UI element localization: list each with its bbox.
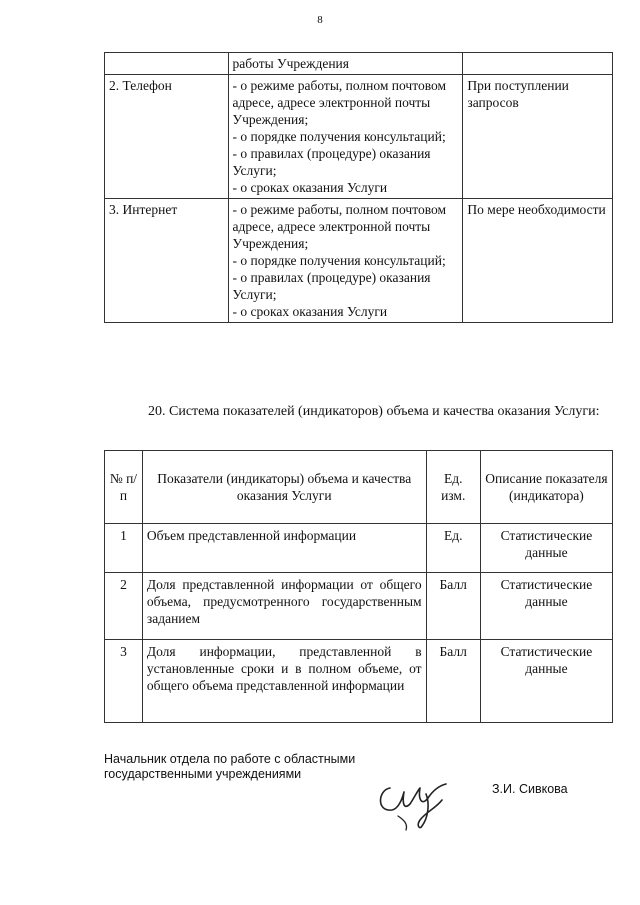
frequency-cell: При поступлении запросов [463, 75, 613, 199]
row-indicator: Объем представленной информации [142, 524, 426, 573]
content-cell [228, 199, 463, 323]
content-line: - о правилах (процедуре) оказания Услуги; [232, 270, 431, 302]
channel-cell: 2. Телефон [105, 75, 229, 199]
channel-cell: 3. Интернет [105, 199, 229, 323]
content-cell [228, 53, 463, 75]
row-unit: Балл [426, 573, 480, 640]
channel-cell [105, 53, 229, 75]
row-description: Статистические данные [480, 640, 612, 723]
row-num: 2 [105, 573, 143, 640]
indicators-table [104, 450, 613, 723]
row-indicator: Доля представленной информации от общего объема, предусмотренного государственным заданием [142, 573, 426, 640]
content-cell [228, 75, 463, 199]
content-line: работы Учреждения [232, 56, 349, 71]
content-line: - о режиме работы, полном почтовом адресе, адресе электронной почты Учреждения; [232, 202, 447, 251]
content-line: - о режиме работы, полном почтовом адресе, адресе электронной почты Учреждения; [232, 78, 447, 127]
content-line: - о порядке получения консультаций; [232, 253, 446, 268]
information-channels-table [104, 52, 613, 323]
signatory-name: З.И. Сивкова [492, 782, 568, 796]
table-row [105, 75, 613, 199]
row-unit: Балл [426, 640, 480, 723]
row-description: Статистические данные [480, 524, 612, 573]
row-indicator: Доля информации, представленной в установленные сроки и в полном объеме, от общего объема представленной информации [142, 640, 426, 723]
frequency-cell: По мере необходимости [463, 199, 613, 323]
table-row [105, 640, 613, 723]
header-num: № п/п [105, 451, 143, 524]
page-number: 8 [317, 14, 323, 26]
table-row [105, 199, 613, 323]
content-line: - о сроках оказания Услуги [232, 180, 388, 195]
row-num: 1 [105, 524, 143, 573]
frequency-cell [463, 53, 613, 75]
table-row [105, 524, 613, 573]
handwritten-signature [368, 760, 468, 840]
row-description: Статистические данные [480, 573, 612, 640]
content-line: - о сроках оказания Услуги [232, 304, 388, 319]
row-unit: Ед. [426, 524, 480, 573]
table-header-row [105, 451, 613, 524]
section-title: 20. Система показателей (индикаторов) объема и качества оказания Услуги: [148, 404, 600, 419]
content-line: - о правилах (процедуре) оказания Услуги; [232, 146, 431, 178]
table-row [105, 53, 613, 75]
row-num: 3 [105, 640, 143, 723]
header-description: Описание показателя (индикатора) [480, 451, 612, 524]
content-line: - о порядке получения консультаций; [232, 129, 446, 144]
header-unit: Ед. изм. [426, 451, 480, 524]
signatory-position: Начальник отдела по работе с областными государственными учреждениями [104, 752, 356, 781]
table-row [105, 573, 613, 640]
header-indicator: Показатели (индикаторы) объема и качества оказания Услуги [142, 451, 426, 524]
